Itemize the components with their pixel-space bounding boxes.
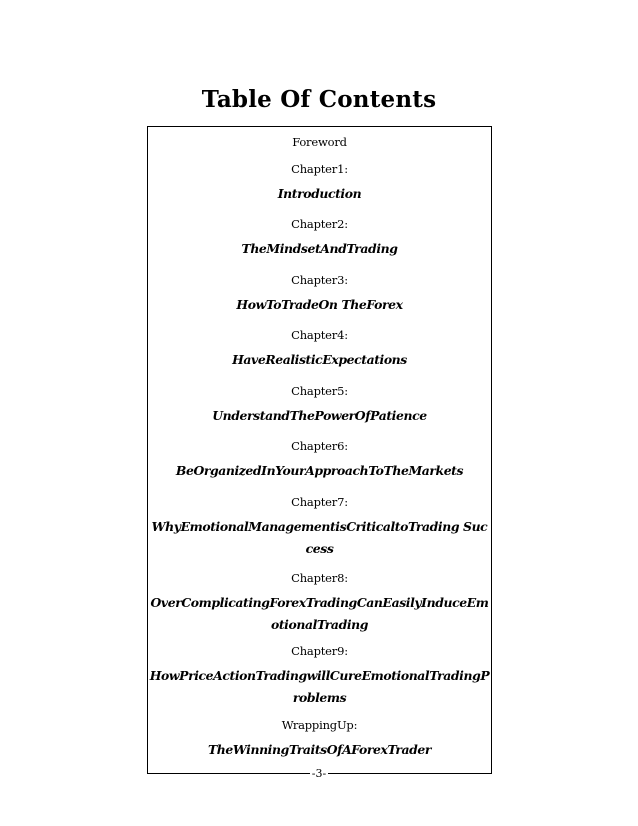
toc-chapter-name: HaveRealisticExpectations — [232, 352, 407, 367]
toc-entry-chapter-3[interactable] — [148, 269, 491, 316]
toc-chapter-name: TheWinningTraitsOfAForexTrader — [207, 742, 432, 757]
toc-chapter-label: Chapter4: — [291, 328, 348, 342]
page-number — [0, 768, 638, 780]
toc-chapter-label: Chapter3: — [291, 273, 348, 287]
toc-chapter-label: Chapter2: — [291, 217, 348, 231]
toc-entry-chapter-5[interactable] — [148, 380, 491, 427]
toc-entry-chapter-9[interactable] — [148, 640, 491, 709]
toc-chapter-label: WrappingUp: — [281, 718, 358, 732]
toc-entry-foreword[interactable] — [148, 131, 491, 153]
toc-entry-wrapping-up[interactable] — [148, 714, 491, 761]
toc-chapter-label: Chapter5: — [291, 384, 348, 398]
toc-entry-chapter-1[interactable] — [148, 158, 491, 205]
toc-entry-chapter-8[interactable] — [148, 567, 491, 636]
toc-chapter-name: UnderstandThePowerOfPatience — [212, 408, 427, 423]
toc-box — [147, 126, 492, 774]
toc-chapter-label: Chapter7: — [291, 495, 348, 509]
toc-chapter-name: BeOrganizedInYourApproachToTheMarkets — [175, 463, 464, 478]
toc-entry-chapter-7[interactable] — [148, 491, 491, 560]
toc-chapter-label: Chapter9: — [291, 644, 348, 658]
toc-chapter-name: HowToTradeOn TheForex — [236, 297, 403, 312]
toc-chapter-name: OverComplicatingForexTradingCanEasilyInduceEmotionalTrading — [150, 595, 489, 632]
toc-entry-chapter-6[interactable] — [148, 435, 491, 482]
toc-entry-chapter-2[interactable] — [148, 213, 491, 260]
page-number-text: -3- — [311, 767, 327, 780]
toc-entry-chapter-4[interactable] — [148, 324, 491, 371]
page-title: Table Of Contents — [201, 86, 437, 113]
toc-chapter-label: Chapter6: — [291, 439, 348, 453]
toc-chapter-label: Chapter8: — [291, 571, 348, 585]
toc-chapter-label: Chapter1: — [291, 162, 348, 176]
toc-chapter-name: HowPriceActionTradingwillCureEmotionalTradingProblems — [149, 668, 490, 705]
toc-foreword-label: Foreword — [292, 135, 347, 149]
toc-chapter-name: Introduction — [277, 186, 362, 201]
toc-chapter-name: TheMindsetAndTrading — [241, 241, 398, 256]
toc-chapter-name: WhyEmotionalManagementisCriticaltoTrading Success — [151, 519, 488, 556]
